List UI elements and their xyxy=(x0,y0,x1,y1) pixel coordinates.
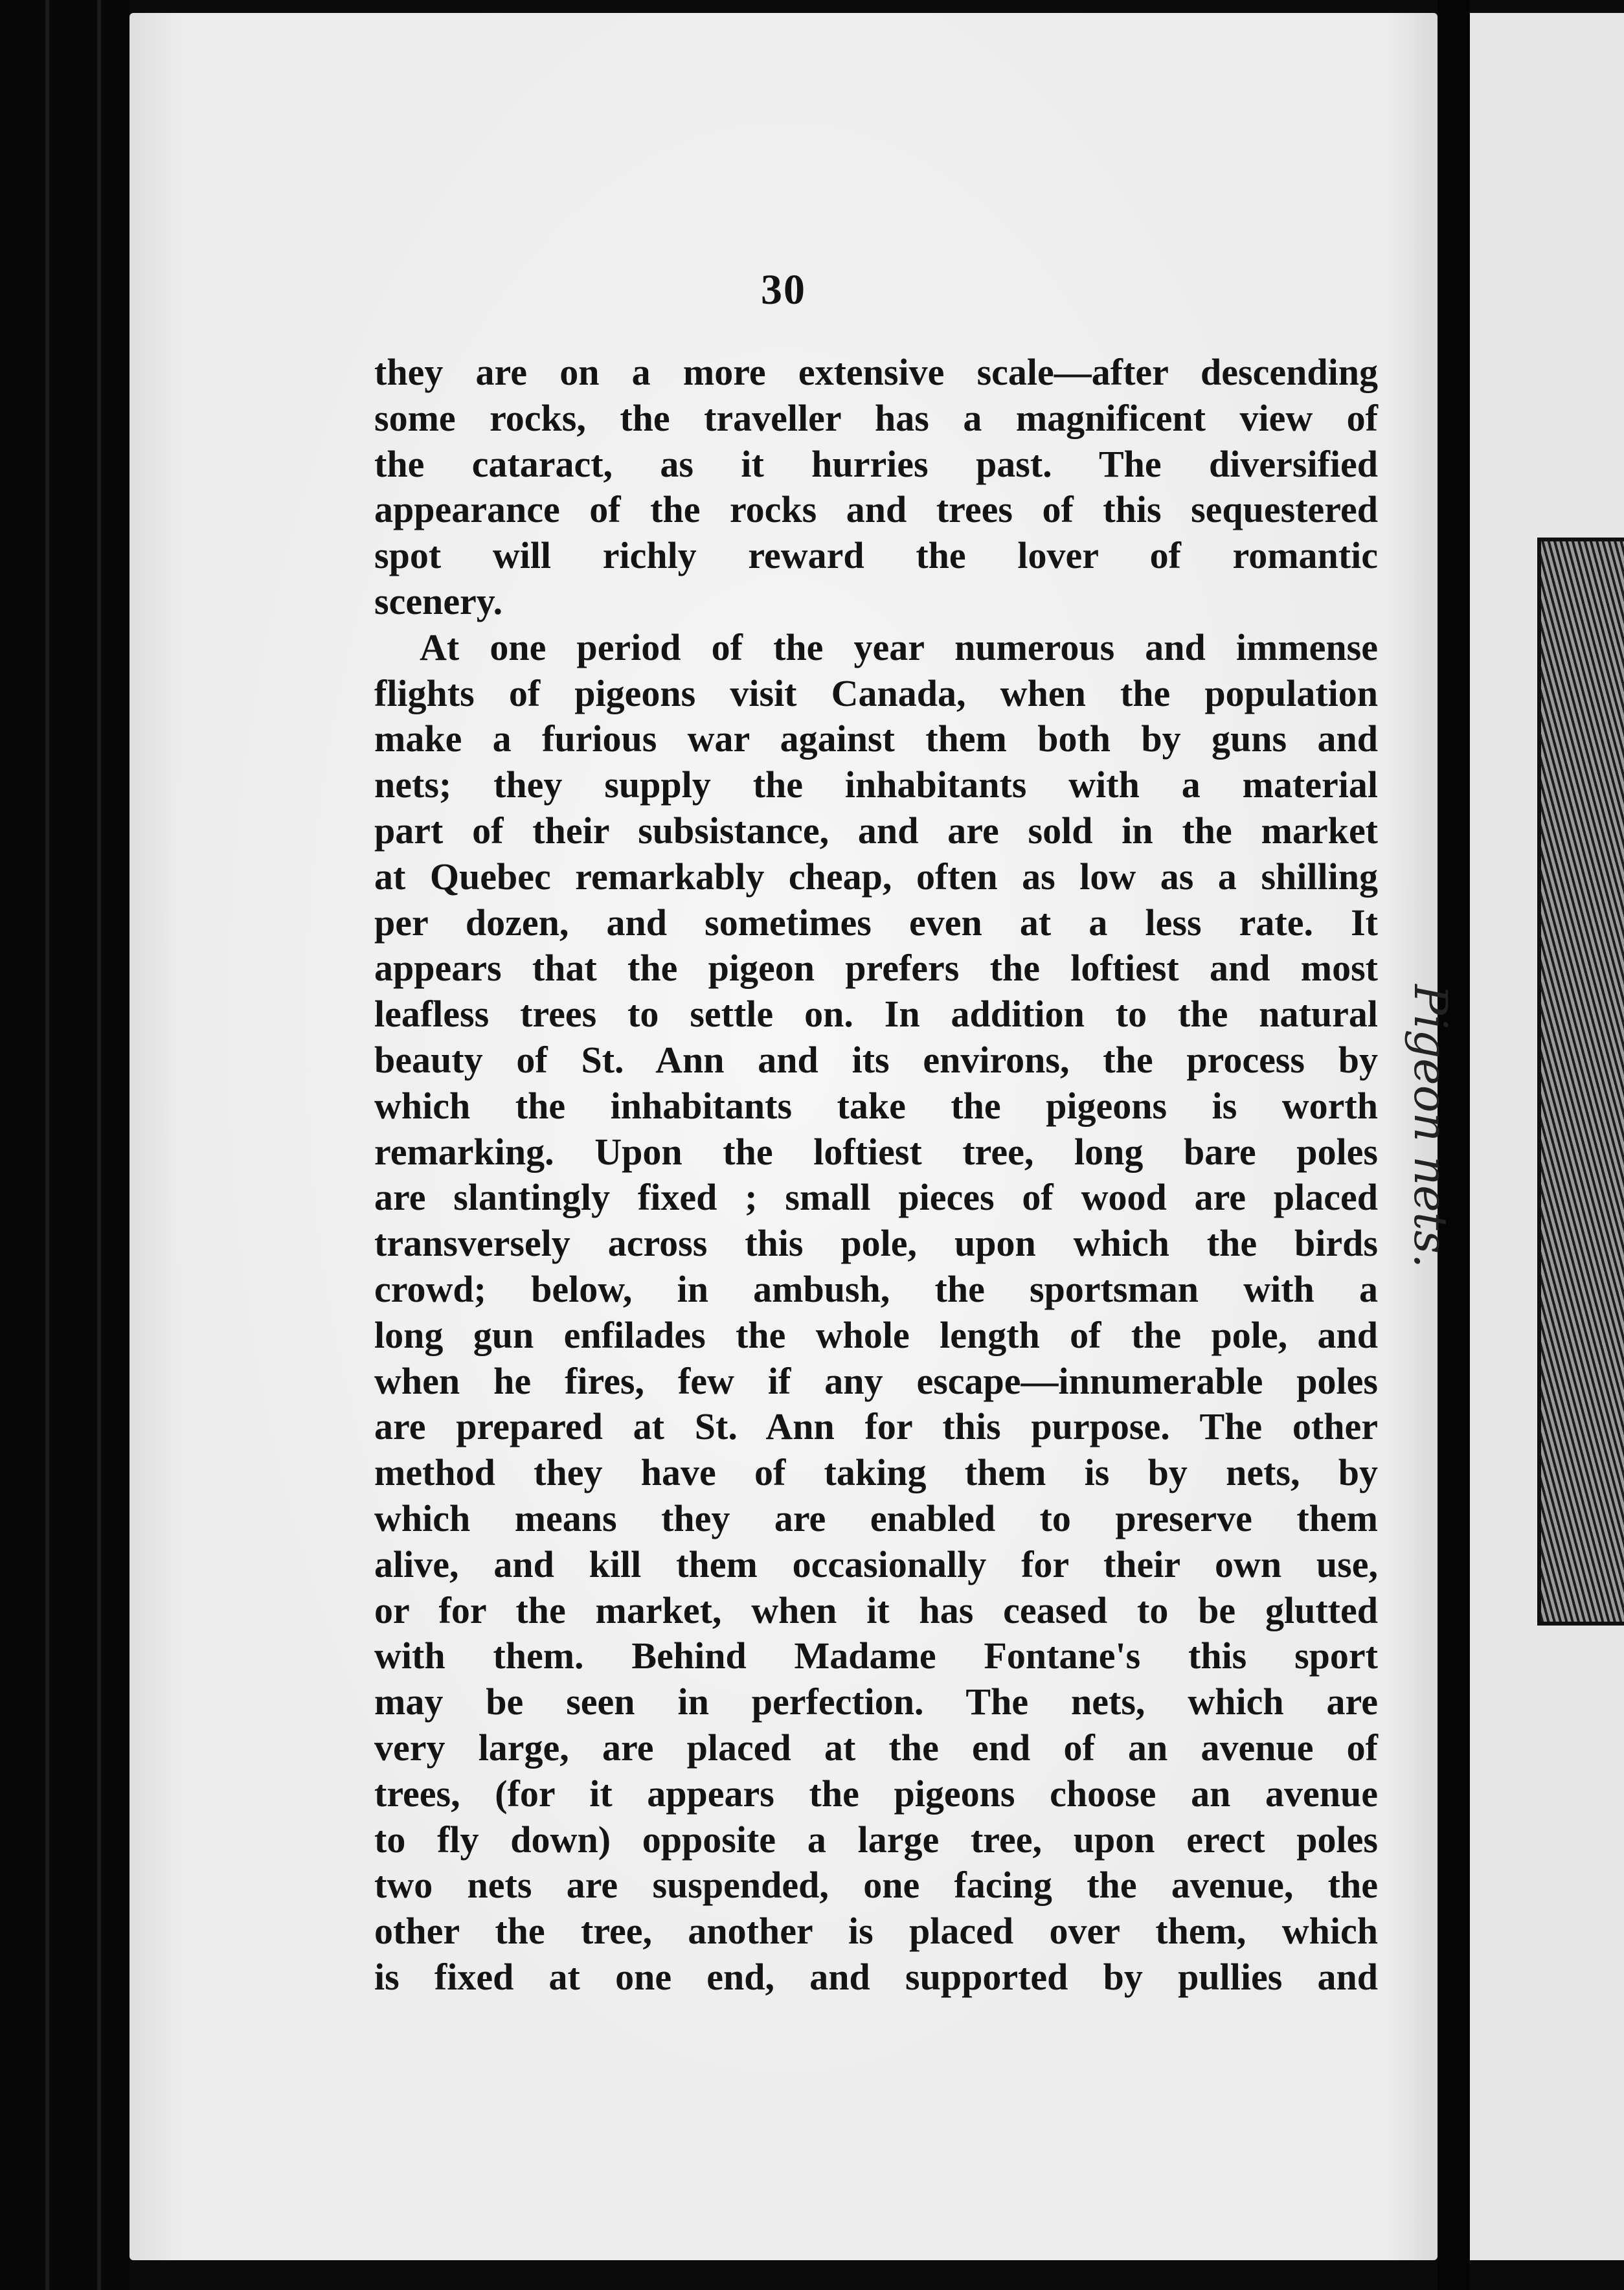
text-line: appears that the pigeon prefers the loftiest and most xyxy=(374,947,1378,990)
text-line: some rocks, the traveller has a magnificent view of xyxy=(374,396,1378,439)
text-line: leafless trees to settle on. In addition to the natural xyxy=(374,993,1378,1036)
text-line: crowd; below, in ambush, the sportsman with a xyxy=(374,1267,1378,1310)
text-line: they are on a more extensive scale—after descending xyxy=(374,351,1378,393)
text-line: At one period of the year numerous and immense xyxy=(420,626,1378,668)
page-body-text xyxy=(374,350,1378,2001)
text-line: or for the market, when it has ceased to be glutted xyxy=(374,1589,1378,1631)
page-number: 30 xyxy=(761,266,806,313)
book-binding-edge xyxy=(0,0,130,2290)
text-line: nets; they supply the inhabitants with a material xyxy=(374,764,1378,806)
text-line: beauty of St. Ann and its environs, the process by xyxy=(374,1038,1378,1081)
text-line: may be seen in perfection. The nets, which are xyxy=(374,1681,1378,1723)
text-line: per dozen, and sometimes even at a less rate. It xyxy=(374,901,1378,944)
plate-caption: Pigeon nets. xyxy=(1404,984,1457,1269)
text-line: which means they are enabled to preserve them xyxy=(374,1497,1378,1539)
text-line: alive, and kill them occasionally for their own use, xyxy=(374,1543,1378,1585)
text-line: when he fires, few if any escape—innumerable poles xyxy=(374,1359,1378,1402)
text-line: make a furious war against them both by guns and xyxy=(374,718,1378,760)
engraving-illustration xyxy=(1537,538,1624,1626)
text-line: is fixed at one end, and supported by pullies and xyxy=(374,1955,1378,1998)
text-line: scenery. xyxy=(374,580,503,622)
text-line: are prepared at St. Ann for this purpose. The other xyxy=(374,1405,1378,1448)
text-line: flights of pigeons visit Canada, when the population xyxy=(374,672,1378,714)
text-line: part of their subsistance, and are sold in the market xyxy=(374,809,1378,852)
text-line: the cataract, as it hurries past. The diversified xyxy=(374,442,1378,485)
text-line: transversely across this pole, upon which the birds xyxy=(374,1222,1378,1265)
binding-line xyxy=(45,0,49,2290)
text-line: other the tree, another is placed over them, which xyxy=(374,1910,1378,1953)
binding-line xyxy=(97,0,101,2290)
text-line: very large, are placed at the end of an avenue of xyxy=(374,1726,1378,1769)
text-line: long gun enfilades the whole length of the pole, and xyxy=(374,1313,1378,1356)
text-line: which the inhabitants take the pigeons is worth xyxy=(374,1084,1378,1127)
text-line: to fly down) opposite a large tree, upon erect poles xyxy=(374,1818,1378,1861)
text-line: method they have of taking them is by nets, by xyxy=(374,1451,1378,1494)
facing-plate-page xyxy=(1404,13,1624,2260)
text-line: trees, (for it appears the pigeons choose an avenue xyxy=(374,1772,1378,1815)
text-line: appearance of the rocks and trees of this sequestered xyxy=(374,488,1378,531)
text-line: remarking. Upon the loftiest tree, long bare poles xyxy=(374,1130,1378,1173)
text-line: at Quebec remarkably cheap, often as low as a shilling xyxy=(374,855,1378,898)
text-line: with them. Behind Madame Fontane's this sport xyxy=(374,1635,1378,1677)
text-line: two nets are suspended, one facing the avenue, the xyxy=(374,1864,1378,1907)
text-line: spot will richly reward the lover of romantic xyxy=(374,534,1378,577)
text-line: are slantingly fixed ; small pieces of wood are placed xyxy=(374,1176,1378,1219)
